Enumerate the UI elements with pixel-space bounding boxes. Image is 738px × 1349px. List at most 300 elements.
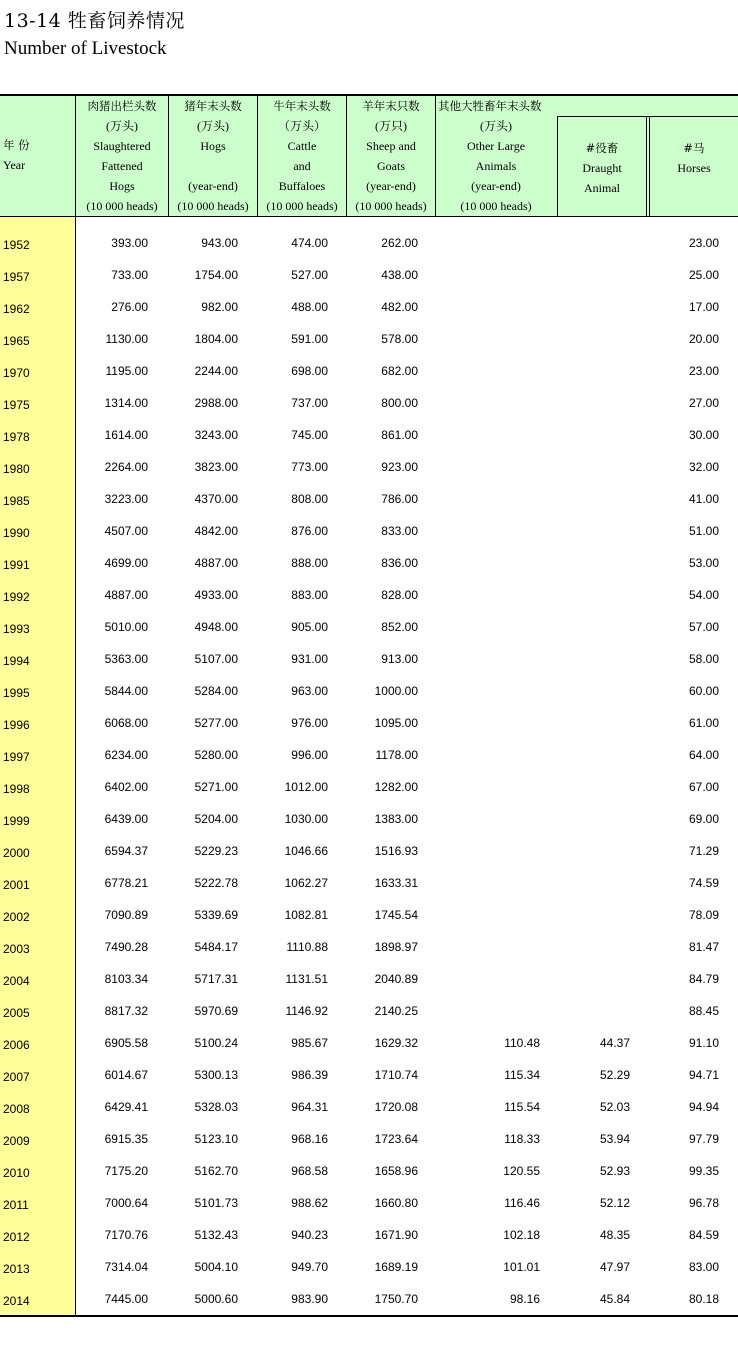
- column-header: [76, 96, 168, 216]
- column-header-line: (万头): [106, 119, 138, 133]
- value-cell: 8817.32: [104, 1004, 148, 1018]
- value-cell: 101.01: [503, 1260, 540, 1274]
- value-cell: 99.35: [688, 1164, 719, 1178]
- value-cell: 828.00: [381, 588, 418, 602]
- table-row: [0, 990, 738, 1022]
- column-header-cn: 牛年末头数: [273, 99, 331, 113]
- year-cell: 1994: [3, 654, 30, 668]
- value-cell: 968.16: [291, 1132, 328, 1146]
- value-cell: 923.00: [381, 460, 418, 474]
- column-header-line: Fattened: [101, 159, 143, 173]
- table-row: [0, 670, 738, 702]
- value-cell: 1046.66: [284, 844, 328, 858]
- year-cell: 2013: [3, 1262, 30, 1276]
- value-cell: 5100.24: [194, 1036, 238, 1050]
- table-row: [0, 958, 738, 990]
- table-row: [0, 414, 738, 446]
- value-cell: 5162.70: [194, 1164, 238, 1178]
- value-cell: 4370.00: [194, 492, 238, 506]
- year-cell: 1970: [3, 366, 30, 380]
- column-header-cn: #役畜: [585, 141, 619, 155]
- value-cell: 1689.19: [374, 1260, 418, 1274]
- year-cell: 1952: [3, 238, 30, 252]
- value-cell: 883.00: [291, 588, 328, 602]
- value-cell: 64.00: [688, 748, 719, 762]
- year-cell: 1997: [3, 750, 30, 764]
- value-cell: 5363.00: [104, 652, 148, 666]
- value-cell: 438.00: [381, 268, 418, 282]
- column-header-line: (万头): [480, 119, 512, 133]
- value-cell: 2988.00: [194, 396, 238, 410]
- year-cell: 1996: [3, 718, 30, 732]
- value-cell: 61.00: [688, 716, 719, 730]
- column-header-line: Hogs: [109, 179, 135, 193]
- value-cell: 4948.00: [194, 620, 238, 634]
- value-cell: 745.00: [291, 428, 328, 442]
- value-cell: 53.94: [599, 1132, 630, 1146]
- value-cell: 808.00: [291, 492, 328, 506]
- column-header-line: Other Large: [466, 139, 526, 153]
- value-cell: 1131.51: [285, 972, 328, 986]
- value-cell: 913.00: [381, 652, 418, 666]
- value-cell: 58.00: [688, 652, 719, 666]
- value-cell: 88.45: [688, 1004, 719, 1018]
- value-cell: 52.03: [599, 1100, 630, 1114]
- column-header-line: Animal: [584, 181, 620, 195]
- value-cell: 1012.00: [284, 780, 328, 794]
- value-cell: 5107.00: [194, 652, 238, 666]
- value-cell: 6594.37: [104, 844, 148, 858]
- table-row: [0, 798, 738, 830]
- page-title-en: Number of Livestock: [4, 38, 167, 59]
- value-cell: 833.00: [381, 524, 418, 538]
- table-row: [0, 606, 738, 638]
- value-cell: 591.00: [291, 332, 328, 346]
- value-cell: 60.00: [688, 684, 719, 698]
- value-cell: 1516.93: [374, 844, 418, 858]
- column-header-cn: 猪年末头数: [184, 99, 242, 113]
- table-row: [0, 766, 738, 798]
- value-cell: 2264.00: [104, 460, 148, 474]
- table-row: [0, 926, 738, 958]
- value-cell: 44.37: [599, 1036, 630, 1050]
- value-cell: 861.00: [381, 428, 418, 442]
- divider: [646, 116, 647, 216]
- value-cell: 6014.67: [104, 1068, 148, 1082]
- column-header-line: (year-end): [366, 179, 416, 193]
- value-cell: 52.29: [599, 1068, 630, 1082]
- value-cell: 81.47: [688, 940, 719, 954]
- column-header-line: （万头）: [277, 119, 326, 133]
- value-cell: 23.00: [688, 236, 719, 250]
- value-cell: 118.33: [504, 1132, 540, 1146]
- value-cell: 27.00: [688, 396, 719, 410]
- value-cell: 1614.00: [104, 428, 148, 442]
- value-cell: 74.59: [688, 876, 719, 890]
- value-cell: 4507.00: [104, 524, 148, 538]
- value-cell: 23.00: [688, 364, 719, 378]
- value-cell: 3243.00: [194, 428, 238, 442]
- value-cell: 1000.00: [374, 684, 418, 698]
- table-row: [0, 254, 738, 286]
- column-header-line: Draught: [582, 161, 622, 175]
- table-row: [0, 1118, 738, 1150]
- column-header: [436, 96, 556, 216]
- value-cell: 6234.00: [104, 748, 148, 762]
- year-cell: 1975: [3, 398, 30, 412]
- value-cell: 67.00: [688, 780, 719, 794]
- value-cell: 5123.10: [194, 1132, 238, 1146]
- value-cell: 5284.00: [194, 684, 238, 698]
- value-cell: 1282.00: [374, 780, 418, 794]
- value-cell: 94.71: [688, 1068, 719, 1082]
- value-cell: 84.79: [688, 972, 719, 986]
- value-cell: 1314.00: [104, 396, 148, 410]
- column-header-line: Slaughtered: [93, 139, 151, 153]
- value-cell: 5010.00: [104, 620, 148, 634]
- value-cell: 1750.70: [374, 1292, 418, 1306]
- value-cell: 17.00: [688, 300, 719, 314]
- value-cell: 393.00: [111, 236, 148, 250]
- value-cell: 1110.88: [286, 940, 328, 954]
- column-header: [169, 96, 257, 216]
- value-cell: 1195.00: [105, 364, 148, 378]
- value-cell: 120.55: [503, 1164, 540, 1178]
- value-cell: 698.00: [291, 364, 328, 378]
- table-row: [0, 894, 738, 926]
- column-header-line: (10 000 heads): [266, 199, 338, 213]
- value-cell: 5004.10: [194, 1260, 238, 1274]
- value-cell: 982.00: [201, 300, 238, 314]
- value-cell: 988.62: [291, 1196, 328, 1210]
- year-cell: 2006: [3, 1038, 30, 1052]
- year-cell: 2000: [3, 846, 30, 860]
- year-cell: 2007: [3, 1070, 30, 1084]
- column-header-line: (10 000 heads): [460, 199, 532, 213]
- value-cell: 110.48: [504, 1036, 540, 1050]
- value-cell: 25.00: [688, 268, 719, 282]
- value-cell: 1130.00: [105, 332, 148, 346]
- year-cell: 2003: [3, 942, 30, 956]
- column-header: [558, 138, 646, 198]
- table-row: [0, 286, 738, 318]
- value-cell: 852.00: [381, 620, 418, 634]
- year-cell: 1993: [3, 622, 30, 636]
- value-cell: 7000.64: [104, 1196, 148, 1210]
- table-row: [0, 542, 738, 574]
- value-cell: 47.97: [599, 1260, 630, 1274]
- value-cell: 488.00: [291, 300, 328, 314]
- value-cell: 983.90: [291, 1292, 328, 1306]
- value-cell: 1745.54: [374, 908, 418, 922]
- table-row: [0, 350, 738, 382]
- table-row: [0, 1182, 738, 1214]
- value-cell: 3223.00: [104, 492, 148, 506]
- column-header-line: (万头): [197, 119, 229, 133]
- column-header-line: (year-end): [471, 179, 521, 193]
- column-header-line: Sheep and: [366, 139, 416, 153]
- year-cell: 1965: [3, 334, 30, 348]
- value-cell: 102.18: [503, 1228, 540, 1242]
- year-cell: 1985: [3, 494, 30, 508]
- value-cell: 5970.69: [194, 1004, 238, 1018]
- value-cell: 5277.00: [194, 716, 238, 730]
- value-cell: 91.10: [688, 1036, 719, 1050]
- value-cell: 1710.74: [374, 1068, 418, 1082]
- value-cell: 7314.04: [104, 1260, 148, 1274]
- value-cell: 52.93: [599, 1164, 630, 1178]
- value-cell: 968.58: [291, 1164, 328, 1178]
- value-cell: 78.09: [688, 908, 719, 922]
- value-cell: 482.00: [381, 300, 418, 314]
- value-cell: 578.00: [381, 332, 418, 346]
- column-header-line: (year-end): [188, 179, 238, 193]
- value-cell: 2244.00: [194, 364, 238, 378]
- column-header-line: (10 000 heads): [177, 199, 249, 213]
- value-cell: 682.00: [381, 364, 418, 378]
- value-cell: 5000.60: [194, 1292, 238, 1306]
- value-cell: 6429.41: [104, 1100, 148, 1114]
- value-cell: 1095.00: [374, 716, 418, 730]
- column-header-line: Buffaloes: [278, 179, 326, 193]
- value-cell: 737.00: [291, 396, 328, 410]
- value-cell: 876.00: [291, 524, 328, 538]
- value-cell: 996.00: [291, 748, 328, 762]
- value-cell: 7175.20: [104, 1164, 148, 1178]
- value-cell: 931.00: [291, 652, 328, 666]
- value-cell: 84.59: [688, 1228, 719, 1242]
- column-header: [650, 138, 738, 178]
- value-cell: 773.00: [291, 460, 328, 474]
- value-cell: 30.00: [688, 428, 719, 442]
- page-title-cn: 13-14 牲畜饲养情况: [4, 10, 185, 32]
- value-cell: 45.84: [599, 1292, 630, 1306]
- value-cell: 5328.03: [194, 1100, 238, 1114]
- year-cell: 1962: [3, 302, 30, 316]
- value-cell: 4887.00: [194, 556, 238, 570]
- column-header-line: Goats: [377, 159, 405, 173]
- value-cell: 2040.89: [374, 972, 418, 986]
- table-row: [0, 1086, 738, 1118]
- column-header-line: Animals: [475, 159, 517, 173]
- year-cell: 2011: [3, 1198, 29, 1212]
- table-row: [0, 862, 738, 894]
- year-cell: 2002: [3, 910, 30, 924]
- value-cell: 7445.00: [104, 1292, 148, 1306]
- year-cell: 2009: [3, 1134, 30, 1148]
- column-header-line: (10 000 heads): [355, 199, 427, 213]
- year-cell: 1992: [3, 590, 30, 604]
- year-cell: 1957: [3, 270, 30, 284]
- value-cell: 940.23: [291, 1228, 328, 1242]
- value-cell: 4842.00: [194, 524, 238, 538]
- value-cell: 48.35: [599, 1228, 630, 1242]
- value-cell: 5300.13: [194, 1068, 238, 1082]
- value-cell: 80.18: [688, 1292, 719, 1306]
- value-cell: 7170.76: [104, 1228, 148, 1242]
- value-cell: 5204.00: [194, 812, 238, 826]
- value-cell: 7490.28: [104, 940, 148, 954]
- value-cell: 6439.00: [104, 812, 148, 826]
- value-cell: 115.34: [504, 1068, 540, 1082]
- value-cell: 1383.00: [374, 812, 418, 826]
- year-cell: 1991: [3, 558, 30, 572]
- value-cell: 6402.00: [104, 780, 148, 794]
- value-cell: 963.00: [291, 684, 328, 698]
- value-cell: 94.94: [688, 1100, 719, 1114]
- year-cell: 1980: [3, 462, 30, 476]
- value-cell: 888.00: [291, 556, 328, 570]
- value-cell: 800.00: [381, 396, 418, 410]
- value-cell: 6915.35: [104, 1132, 148, 1146]
- value-cell: 54.00: [688, 588, 719, 602]
- value-cell: 1898.97: [374, 940, 418, 954]
- year-cell: 2012: [3, 1230, 30, 1244]
- column-header-line: (10 000 heads): [86, 199, 158, 213]
- value-cell: 527.00: [291, 268, 328, 282]
- value-cell: 5339.69: [194, 908, 238, 922]
- value-cell: 98.16: [509, 1292, 540, 1306]
- column-header-cn: #马: [683, 141, 705, 155]
- year-cell: 1990: [3, 526, 30, 540]
- column-header-line: Horses: [677, 161, 711, 175]
- table-row: [0, 574, 738, 606]
- value-cell: 71.29: [688, 844, 719, 858]
- table-row: [0, 1022, 738, 1054]
- value-cell: 1658.96: [374, 1164, 418, 1178]
- value-cell: 52.12: [599, 1196, 630, 1210]
- value-cell: 6905.58: [104, 1036, 148, 1050]
- value-cell: 1723.64: [374, 1132, 418, 1146]
- value-cell: 1629.32: [374, 1036, 418, 1050]
- value-cell: 1660.80: [374, 1196, 418, 1210]
- year-cell: 1999: [3, 814, 30, 828]
- value-cell: 3823.00: [194, 460, 238, 474]
- year-cell: 1995: [3, 686, 30, 700]
- table-row: [0, 1214, 738, 1246]
- value-cell: 733.00: [111, 268, 148, 282]
- value-cell: 276.00: [111, 300, 148, 314]
- table-row: [0, 1246, 738, 1278]
- value-cell: 20.00: [688, 332, 719, 346]
- value-cell: 4933.00: [194, 588, 238, 602]
- table-row: [0, 702, 738, 734]
- value-cell: 1062.27: [284, 876, 328, 890]
- value-cell: 986.39: [291, 1068, 328, 1082]
- column-header-line: (万只): [375, 119, 407, 133]
- value-cell: 5271.00: [194, 780, 238, 794]
- year-cell: 2014: [3, 1294, 30, 1308]
- value-cell: 5484.17: [194, 940, 238, 954]
- table-row: [0, 734, 738, 766]
- value-cell: 53.00: [688, 556, 719, 570]
- value-cell: 786.00: [381, 492, 418, 506]
- value-cell: 8103.34: [104, 972, 148, 986]
- column-header-cn: 其他大牲畜年末头数: [438, 99, 542, 113]
- value-cell: 262.00: [381, 236, 418, 250]
- value-cell: 6778.21: [104, 876, 148, 890]
- bottom-rule: [0, 1315, 738, 1317]
- value-cell: 1804.00: [194, 332, 238, 346]
- value-cell: 5222.78: [194, 876, 238, 890]
- column-header-cn: 羊年末只数: [362, 99, 420, 113]
- year-cell: 1978: [3, 430, 30, 444]
- column-header-line: Cattle: [287, 139, 317, 153]
- value-cell: 1754.00: [194, 268, 238, 282]
- stub-header-en: Year: [3, 158, 26, 172]
- year-cell: 2010: [3, 1166, 30, 1180]
- value-cell: 69.00: [688, 812, 719, 826]
- value-cell: 5280.00: [194, 748, 238, 762]
- value-cell: 964.31: [291, 1100, 328, 1114]
- value-cell: 474.00: [291, 236, 328, 250]
- column-header-line: and: [293, 159, 311, 173]
- value-cell: 5717.31: [194, 972, 238, 986]
- value-cell: 4887.00: [104, 588, 148, 602]
- year-cell: 2004: [3, 974, 30, 988]
- value-cell: 115.54: [504, 1100, 540, 1114]
- value-cell: 836.00: [381, 556, 418, 570]
- table-row: [0, 510, 738, 542]
- value-cell: 5132.43: [194, 1228, 238, 1242]
- value-cell: 32.00: [688, 460, 719, 474]
- table-row: [0, 382, 738, 414]
- year-cell: 2008: [3, 1102, 30, 1116]
- value-cell: 51.00: [688, 524, 719, 538]
- value-cell: 5229.23: [194, 844, 238, 858]
- stub-header: [3, 135, 30, 175]
- year-cell: 2001: [3, 878, 30, 892]
- column-header-line: [169, 156, 257, 176]
- subheader-rule: [557, 116, 738, 117]
- year-cell: 2005: [3, 1006, 30, 1020]
- value-cell: 1082.81: [284, 908, 328, 922]
- header-rule: [0, 216, 738, 217]
- value-cell: 97.79: [688, 1132, 719, 1146]
- value-cell: 4699.00: [104, 556, 148, 570]
- value-cell: 2140.25: [374, 1004, 418, 1018]
- value-cell: 5844.00: [104, 684, 148, 698]
- value-cell: 1030.00: [284, 812, 328, 826]
- value-cell: 57.00: [688, 620, 719, 634]
- table-row: [0, 446, 738, 478]
- table-row: [0, 638, 738, 670]
- value-cell: 1633.31: [374, 876, 418, 890]
- value-cell: 1671.90: [374, 1228, 418, 1242]
- table-row: [0, 1150, 738, 1182]
- value-cell: 985.67: [291, 1036, 328, 1050]
- value-cell: 949.70: [291, 1260, 328, 1274]
- column-header-cn: 肉猪出栏头数: [87, 99, 157, 113]
- value-cell: 1720.08: [374, 1100, 418, 1114]
- value-cell: 41.00: [688, 492, 719, 506]
- value-cell: 943.00: [201, 236, 238, 250]
- table-row: [0, 830, 738, 862]
- value-cell: 5101.73: [194, 1196, 238, 1210]
- year-cell: 1998: [3, 782, 30, 796]
- column-header-line: Hogs: [200, 139, 226, 153]
- stub-header-cn: 年 份: [3, 138, 30, 152]
- table-row: [0, 318, 738, 350]
- value-cell: 905.00: [291, 620, 328, 634]
- value-cell: 116.46: [504, 1196, 540, 1210]
- column-header: [258, 96, 346, 216]
- value-cell: 83.00: [688, 1260, 719, 1274]
- table-row: [0, 1278, 738, 1310]
- value-cell: 6068.00: [104, 716, 148, 730]
- table-row: [0, 478, 738, 510]
- column-header: [347, 96, 435, 216]
